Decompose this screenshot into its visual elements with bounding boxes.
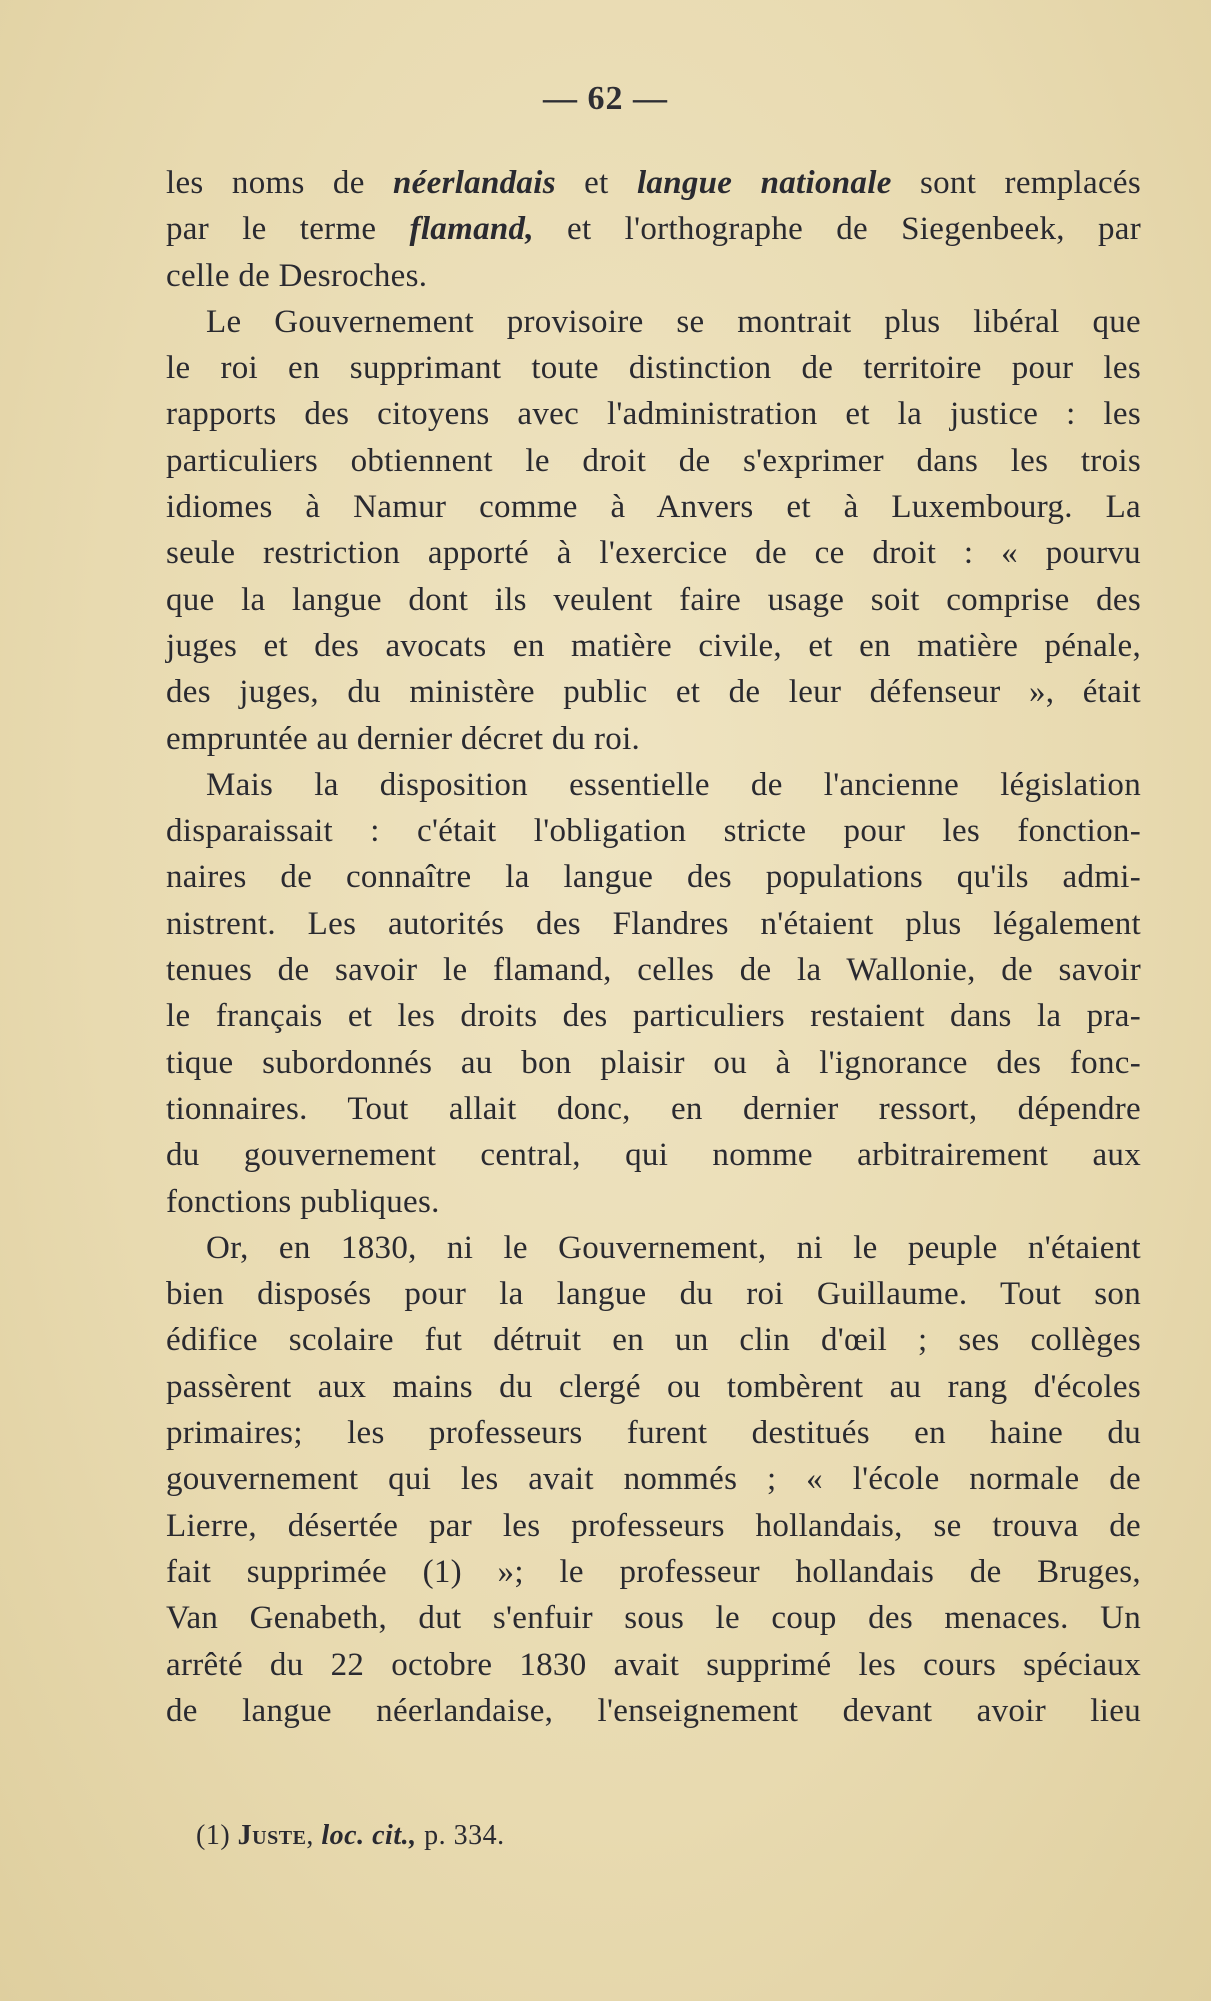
- footnote: [196, 1820, 505, 1852]
- text-line: le français et les droits des particuliers restaient dans la pra-: [166, 998, 1141, 1035]
- text-line: nistrent. Les autorités des Flandres n'étaient plus légalement: [166, 905, 1141, 942]
- text-line: naires de connaître la langue des populations qu'ils admi-: [166, 859, 1141, 896]
- italic-term: flamand,: [409, 211, 534, 248]
- text-line: tenues de savoir le flamand, celles de la Wallonie, de savoir: [166, 952, 1141, 989]
- text-line: le roi en supprimant toute distinction de territoire pour les: [166, 350, 1141, 387]
- text-line: du gouvernement central, qui nomme arbitrairement aux: [166, 1137, 1141, 1174]
- italic-term: néerlandais: [393, 165, 556, 201]
- body-text: [166, 160, 1141, 1734]
- text-line: bien disposés pour la langue du roi Guillaume. Tout son: [166, 1276, 1141, 1313]
- text-line: de langue néerlandaise, l'enseignement devant avoir lieu: [166, 1692, 1141, 1729]
- text-line: empruntée au dernier décret du roi.: [166, 720, 641, 757]
- text-line: particuliers obtiennent le droit de s'exprimer dans les trois: [166, 442, 1141, 479]
- footnote-reference: loc. cit.,: [321, 1820, 417, 1851]
- text-line: fonctions publiques.: [166, 1183, 440, 1220]
- footnote-marker: (1): [196, 1820, 238, 1851]
- footnote-separator: ,: [306, 1820, 322, 1851]
- text-run: sont remplacés: [891, 165, 1141, 201]
- text-line: [166, 206, 1141, 252]
- text-line: Van Genabeth, dut s'enfuir sous le coup des menaces. Un: [166, 1600, 1141, 1637]
- text-run: par le terme: [166, 211, 410, 248]
- text-line: fait supprimée (1) »; le professeur hollandais de Bruges,: [166, 1553, 1141, 1590]
- page-number: — 62 —: [543, 80, 668, 117]
- text-line: seule restriction apporté à l'exercice de ce droit : « pourvu: [166, 535, 1141, 572]
- text-line: idiomes à Namur comme à Anvers et à Luxembourg. La: [166, 489, 1141, 526]
- paragraph-start: Mais la disposition essentielle de l'ancienne législation: [206, 766, 1141, 803]
- italic-term: langue nationale: [636, 165, 892, 201]
- text-line: des juges, du ministère public et de leur défenseur », était: [166, 674, 1141, 711]
- text-line: que la langue dont ils veulent faire usage soit comprise des: [166, 581, 1141, 618]
- text-run: les noms de: [166, 165, 394, 201]
- text-line: rapports des citoyens avec l'administration et la justice : les: [166, 396, 1141, 433]
- text-line: passèrent aux mains du clergé ou tombèrent au rang d'écoles: [166, 1368, 1141, 1405]
- footnote-page: p. 334.: [416, 1820, 505, 1851]
- text-run: et l'orthographe de Siegenbeek, par: [533, 211, 1141, 248]
- text-run: et: [555, 165, 637, 201]
- text-line: gouvernement qui les avait nommés ; « l'école normale de: [166, 1461, 1141, 1498]
- text-line: Lierre, désertée par les professeurs hollandais, se trouva de: [166, 1507, 1141, 1544]
- footnote-author: Juste: [237, 1820, 307, 1851]
- text-line: celle de Desroches.: [166, 257, 428, 294]
- paragraph-start: Le Gouvernement provisoire se montrait plus libéral que: [206, 303, 1141, 340]
- text-line: [166, 160, 1141, 206]
- text-line: édifice scolaire fut détruit en un clin d'œil ; ses collèges: [166, 1322, 1141, 1359]
- paragraph-start: Or, en 1830, ni le Gouvernement, ni le peuple n'étaient: [206, 1229, 1141, 1266]
- text-line: disparaissait : c'était l'obligation stricte pour les fonction-: [166, 813, 1141, 850]
- text-line: juges et des avocats en matière civile, et en matière pénale,: [166, 627, 1141, 664]
- text-line: tique subordonnés au bon plaisir ou à l'ignorance des fonc-: [166, 1044, 1141, 1081]
- text-line: arrêté du 22 octobre 1830 avait supprimé les cours spéciaux: [166, 1646, 1141, 1683]
- text-line: tionnaires. Tout allait donc, en dernier ressort, dépendre: [166, 1090, 1141, 1127]
- text-line: primaires; les professeurs furent destitués en haine du: [166, 1415, 1141, 1452]
